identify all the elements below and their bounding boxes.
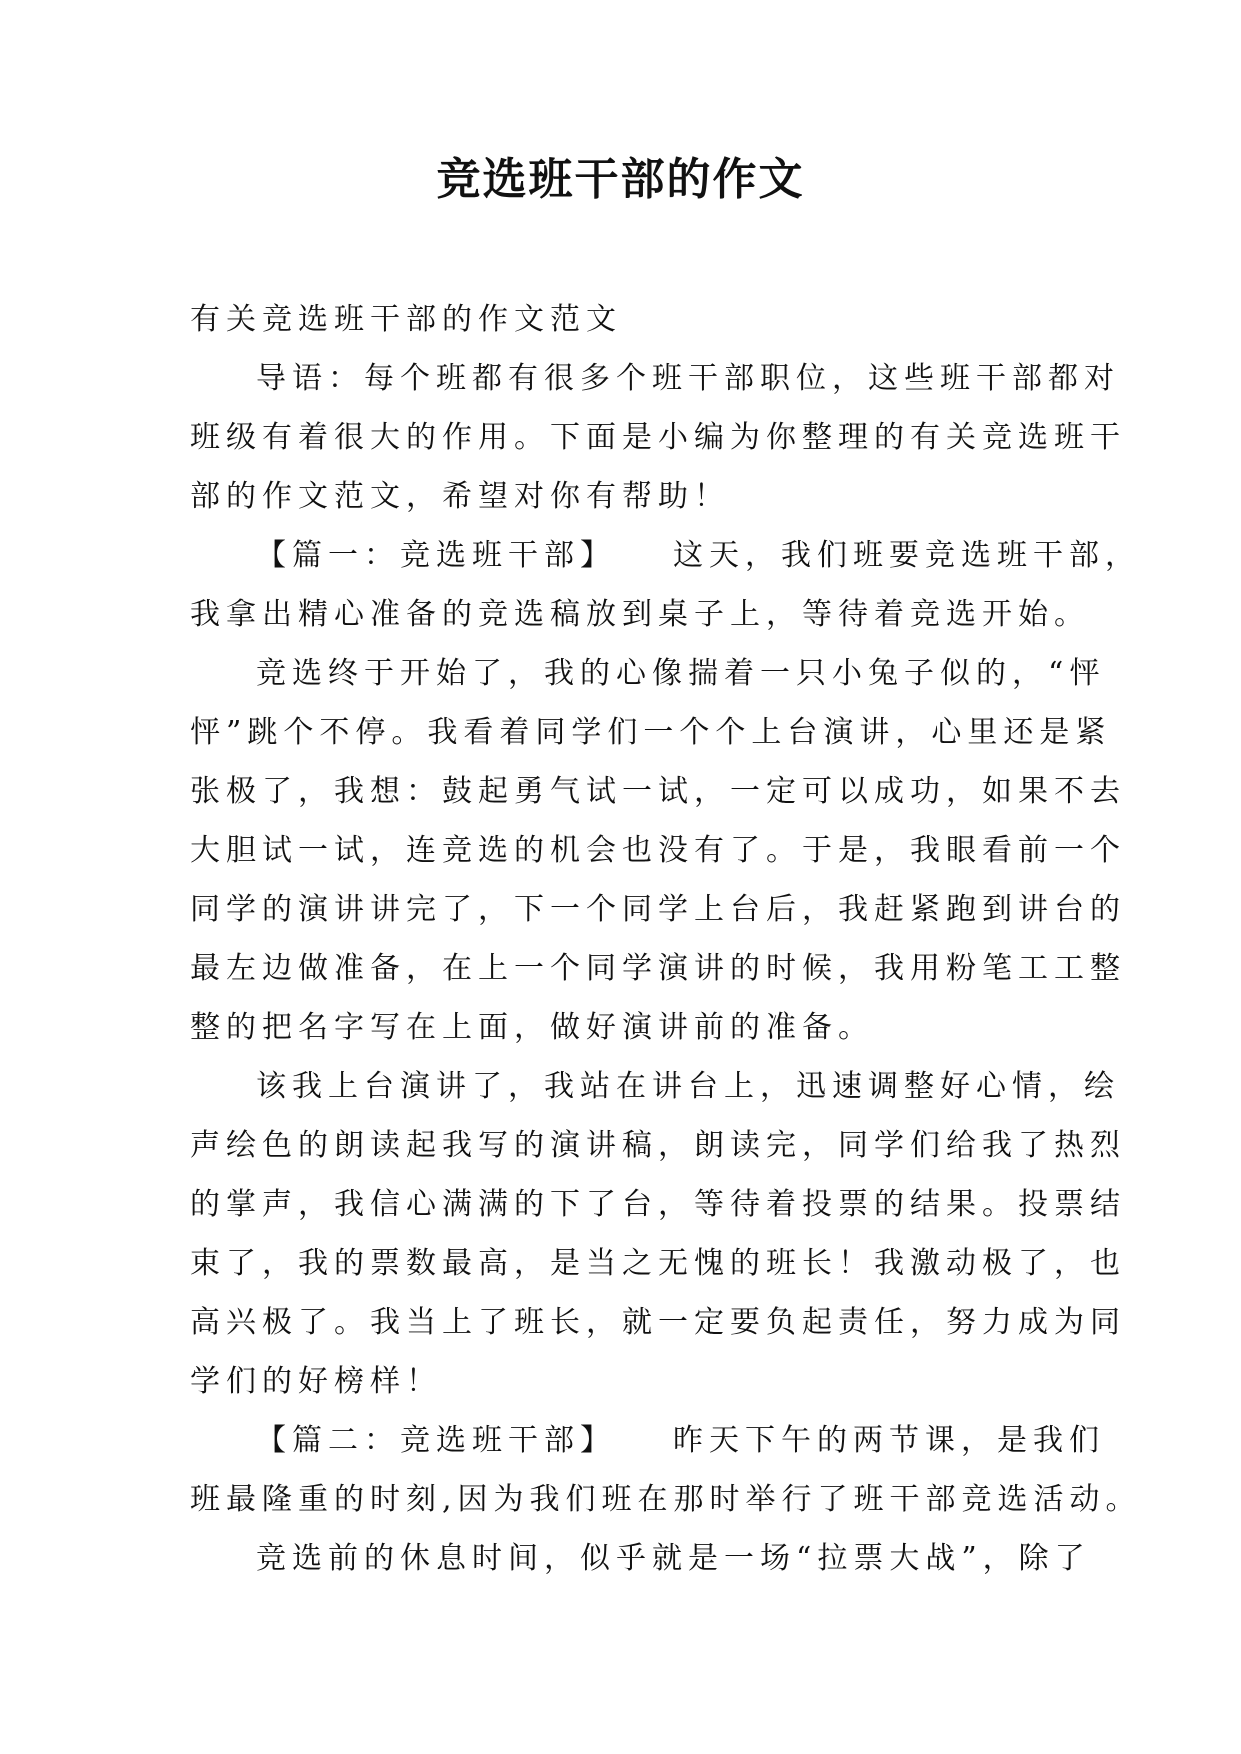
section-heading-line: 【篇二：竞选班干部】 昨天下午的两节课，是我们 xyxy=(256,1423,1105,1458)
paragraph-line: 的掌声，我信心满满的下了台，等待着投票的结果。投票结 xyxy=(190,1187,1126,1222)
paragraph-line: 同学的演讲讲完了，下一个同学上台后，我赶紧跑到讲台的 xyxy=(190,892,1126,927)
paragraph-line: 大胆试一试，连竞选的机会也没有了。于是，我眼看前一个 xyxy=(190,833,1126,868)
paragraph-line: 我拿出精心准备的竞选稿放到桌子上，等待着竞选开始。 xyxy=(190,597,1090,632)
paragraph-line: 声绘色的朗读起我写的演讲稿，朗读完，同学们给我了热烈 xyxy=(190,1128,1126,1163)
paragraph-line: 最左边做准备，在上一个同学演讲的时候，我用粉笔工工整 xyxy=(190,951,1126,986)
paragraph-line: 学们的好榜样！ xyxy=(190,1364,442,1399)
paragraph-line: 束了，我的票数最高，是当之无愧的班长！我激动极了，也 xyxy=(190,1246,1126,1281)
paragraph-line: 整的把名字写在上面，做好演讲前的准备。 xyxy=(190,1010,874,1045)
paragraph-line: 该我上台演讲了，我站在讲台上，迅速调整好心情，绘 xyxy=(256,1069,1120,1104)
paragraph-line: 张极了，我想：鼓起勇气试一试，一定可以成功，如果不去 xyxy=(190,774,1126,809)
paragraph-line: 竞选终于开始了，我的心像揣着一只小兔子似的，“怦 xyxy=(256,656,1106,691)
paragraph-line: 班级有着很大的作用。下面是小编为你整理的有关竞选班干 xyxy=(190,420,1126,455)
paragraph-line: 高兴极了。我当上了班长，就一定要负起责任，努力成为同 xyxy=(190,1305,1126,1340)
section-heading-line: 【篇一：竞选班干部】 这天，我们班要竞选班干部， xyxy=(256,538,1141,573)
paragraph-line: 怦”跳个不停。我看着同学们一个个上台演讲，心里还是紧 xyxy=(190,715,1112,750)
paragraph-line: 竞选前的休息时间，似乎就是一场“拉票大战”，除了 xyxy=(256,1541,1091,1576)
paragraph-line: 部的作文范文，希望对你有帮助！ xyxy=(190,479,730,514)
subtitle-line: 有关竞选班干部的作文范文 xyxy=(190,302,622,337)
document-body xyxy=(190,290,1142,1588)
paragraph-line: 导语：每个班都有很多个班干部职位，这些班干部都对 xyxy=(256,361,1120,396)
paragraph-line: 班最隆重的时刻,因为我们班在那时举行了班干部竞选活动。 xyxy=(190,1482,1142,1517)
document-title: 竞选班干部的作文 xyxy=(436,154,805,205)
